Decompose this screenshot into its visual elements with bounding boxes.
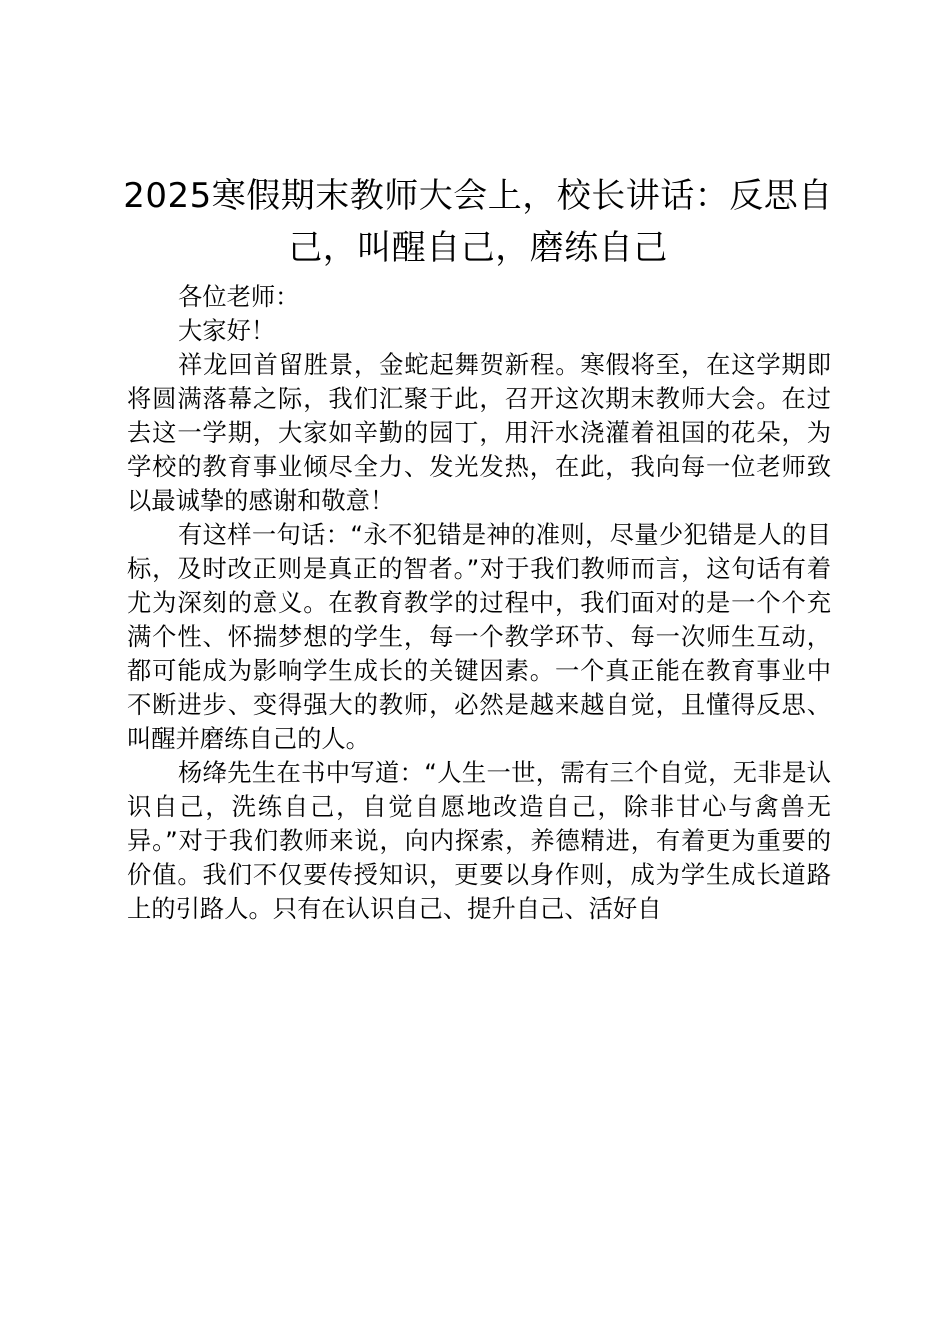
document-body xyxy=(127,280,831,926)
document-title: 2025寒假期末教师大会上，校长讲话：反思自己，叫醒自己，磨练自己 xyxy=(123,176,833,268)
greeting: 大家好！ xyxy=(178,316,276,345)
paragraph-yang-jiang: 杨绛先生在书中写道：“人生一世，需有三个自觉，无非是认识自己，洗练自己，自觉自愿地改造自己，除非甘心与禽兽无异。”对于我们教师来说，向内探索，养德精进，有着更为重要的价值。我们不仅要传授知识，更要以身作则，成为学生成长道路上的引路人。只有在认识自己、提升自己、活好自 xyxy=(127,758,831,923)
paragraph-quote: 有这样一句话：“永不犯错是神的准则，尽量少犯错是人的目标，及时改正则是真正的智者。”对于我们教师而言，这句话有着尤为深刻的意义。在教育教学的过程中，我们面对的是一个个充满个性、怀揣梦想的学生，每一个教学环节、每一次师生互动，都可能成为影响学生成长的关键因素。一个真正能在教育事业中不断进步、变得强大的教师，必然是越来越自觉，且懂得反思、叫醒并磨练自己的人。 xyxy=(127,520,831,753)
paragraph-opening: 祥龙回首留胜景，金蛇起舞贺新程。寒假将至，在这学期即将圆满落幕之际，我们汇聚于此，召开这次期末教师大会。在过去这一学期，大家如辛勤的园丁，用汗水浇灌着祖国的花朵，为学校的教育事业倾尽全力、发光发热，在此，我向每一位老师致以最诚挚的感谢和敬意！ xyxy=(127,350,831,515)
salutation: 各位老师： xyxy=(178,282,300,311)
